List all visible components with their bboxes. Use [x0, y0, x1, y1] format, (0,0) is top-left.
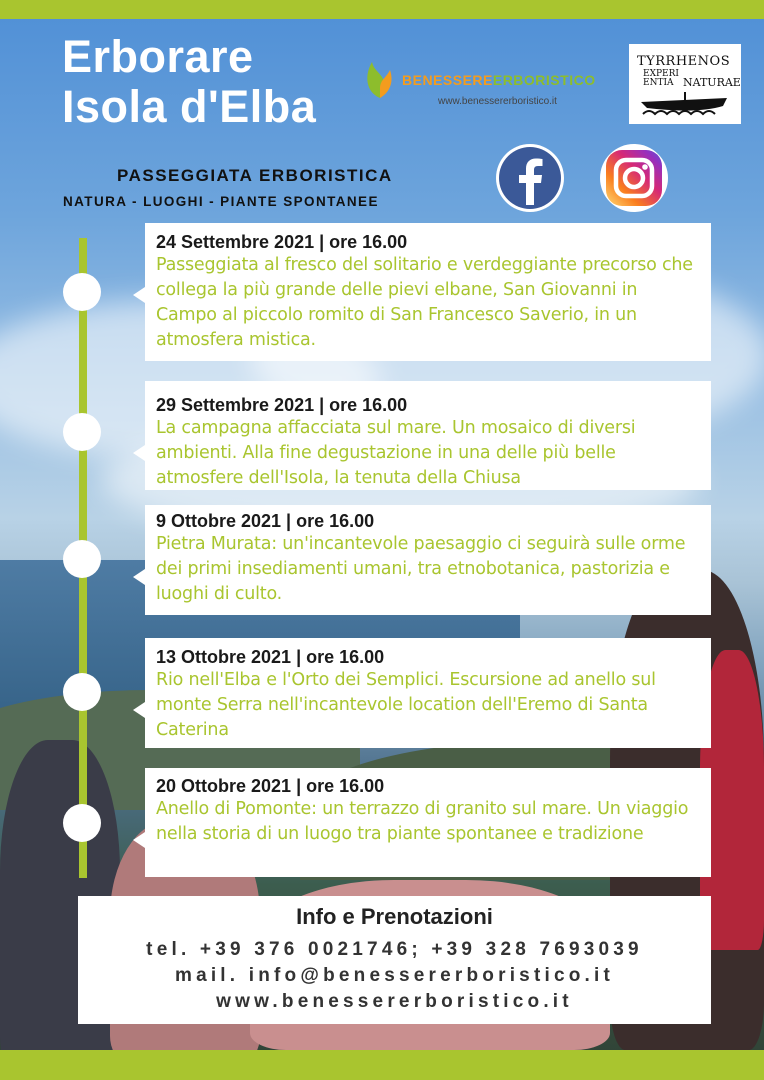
- event-date: 29 Settembre 2021 | ore 16.00: [156, 395, 408, 415]
- event-date: 9 Ottobre 2021 | ore 16.00: [156, 511, 375, 531]
- timeline-dot: [63, 413, 101, 451]
- event-description: Rio nell'Elba e l'Orto dei Semplici. Escursione ad anello sul monte Serra nell'incantevole location dell'Eremo di Santa Caterina: [156, 670, 656, 740]
- event-description: Anello di Pomonte: un terrazzo di granito sul mare. Un viaggio nella storia di un luogo tra piante spontanee e tradizione: [156, 799, 689, 844]
- tyrrhenos-line-2: [643, 70, 679, 88]
- tyrrhenos-line-3: NATURAE: [683, 76, 741, 89]
- brand-part-1: BENESSERE: [402, 72, 493, 88]
- brand-part-2: ERBORISTICO: [492, 72, 596, 88]
- tyrrhenos-line-2a: EXPERI: [643, 69, 679, 79]
- event-description: Passeggiata al fresco del solitario e verdeggiante precorso che collega la più grande delle pievi elbane, San Giovanni in Campo al piccolo romito di San Francesco Saverio, in un atmosfera mistica.: [156, 255, 693, 350]
- event-date: 20 Ottobre 2021 | ore 16.00: [156, 776, 385, 796]
- benessere-erboristico-logo: [362, 58, 612, 114]
- instagram-icon[interactable]: [599, 143, 669, 213]
- title-line-1: Erborare: [62, 31, 254, 82]
- timeline-dot: [63, 673, 101, 711]
- event-card: [145, 638, 711, 748]
- website-link[interactable]: www.benessererboristico.it: [216, 991, 573, 1012]
- subtitle: PASSEGGIATA ERBORISTICA: [117, 166, 393, 185]
- tagline: NATURA - LUOGHI - PIANTE SPONTANEE: [63, 194, 379, 209]
- info-heading: Info e Prenotazioni: [296, 904, 493, 929]
- ship-waves-icon: [637, 92, 733, 118]
- timeline-dot: [63, 273, 101, 311]
- event-card: [145, 223, 711, 361]
- timeline-dot: [63, 540, 101, 578]
- event-description: La campagna affacciata sul mare. Un mosaico di diversi ambienti. Alla fine degustazione in una delle più belle atmosfere dell'Isola, la tenuta della Chiusa: [156, 418, 636, 488]
- phone-text: tel. +39 376 0021746; +39 328 7693039: [146, 939, 643, 960]
- event-card: [145, 505, 711, 615]
- title-line-2: Isola d'Elba: [62, 81, 317, 132]
- timeline-dot: [63, 804, 101, 842]
- tyrrhenos-line-2b: ENTIA: [643, 78, 674, 88]
- facebook-icon[interactable]: [495, 143, 565, 213]
- brand-url: www.benessererboristico.it: [438, 96, 557, 107]
- event-card: [145, 768, 711, 877]
- event-description: Pietra Murata: un'incantevole paesaggio ci seguirà sulle orme dei primi insediamenti umani, tra etnobotanica, pastorizia e luoghi di culto.: [156, 534, 686, 604]
- email-link[interactable]: mail. info@benessererboristico.it: [174, 965, 615, 986]
- event-date: 13 Ottobre 2021 | ore 16.00: [156, 647, 385, 667]
- leaf-logo-icon: [362, 58, 398, 100]
- tyrrhenos-line-1: TYRRHENOS: [637, 54, 731, 69]
- event-card: [145, 381, 711, 490]
- event-date: 24 Settembre 2021 | ore 16.00: [156, 232, 408, 252]
- page-title: [62, 32, 316, 132]
- top-accent-bar: [0, 0, 764, 19]
- bottom-accent-bar: [0, 1050, 764, 1080]
- tyrrhenos-logo: [629, 44, 741, 124]
- info-box: [78, 896, 711, 1024]
